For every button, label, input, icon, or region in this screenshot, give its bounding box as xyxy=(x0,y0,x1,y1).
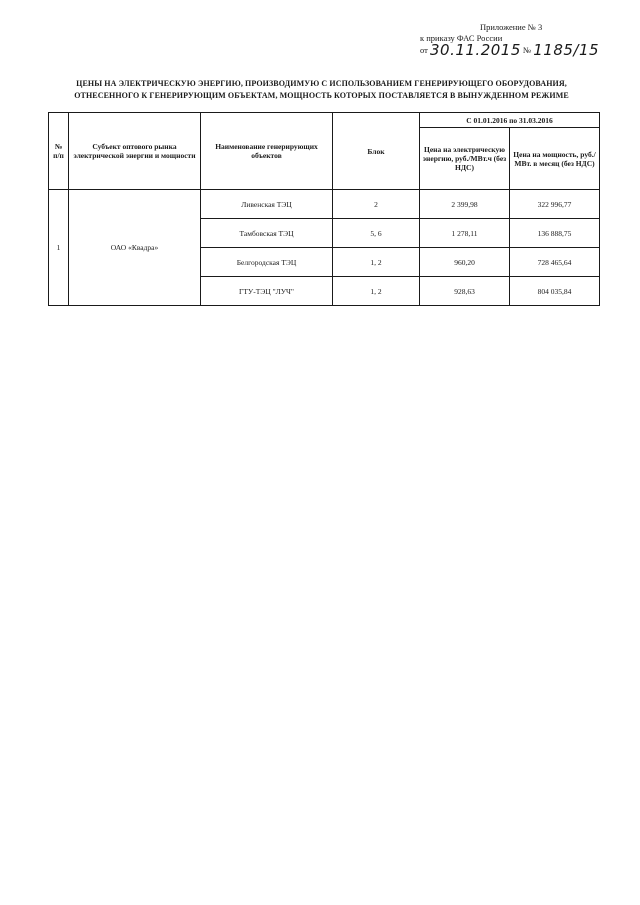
title-line-1: ЦЕНЫ НА ЭЛЕКТРИЧЕСКУЮ ЭНЕРГИЮ, ПРОИЗВОДИМУЮ С ИСПОЛЬЗОВАНИЕМ ГЕНЕРИРУЮЩЕГО ОБОРУДОВАНИЯ, xyxy=(76,79,567,88)
table-row xyxy=(49,190,600,219)
header-objects: Наименование генерирующих объектов xyxy=(201,113,333,190)
cell-energy-price: 2 399,98 xyxy=(420,190,510,219)
cell-block: 5, 6 xyxy=(333,219,420,248)
appendix-order-ref: к приказу ФАС России xyxy=(420,33,503,43)
date-prefix: от xyxy=(420,45,428,55)
header-num: № п/п xyxy=(49,113,69,190)
cell-energy-price: 1 278,11 xyxy=(420,219,510,248)
handwritten-number: 1185/15 xyxy=(533,41,600,59)
cell-block: 2 xyxy=(333,190,420,219)
cell-object: Тамбовская ТЭЦ xyxy=(201,219,333,248)
prices-table xyxy=(48,112,600,306)
cell-block: 1, 2 xyxy=(333,248,420,277)
appendix-title: Приложение № 3 xyxy=(480,22,543,32)
cell-block: 1, 2 xyxy=(333,277,420,306)
header-capacity-price: Цена на мощность, руб./МВт. в месяц (без НДС) xyxy=(510,128,600,190)
cell-object: Белгородская ТЭЦ xyxy=(201,248,333,277)
header-subject: Субъект оптового рынка электрической энергии и мощности xyxy=(69,113,201,190)
cell-capacity-price: 136 888,75 xyxy=(510,219,600,248)
cell-capacity-price: 322 996,77 xyxy=(510,190,600,219)
cell-energy-price: 928,63 xyxy=(420,277,510,306)
cell-object: Ливенская ТЭЦ xyxy=(201,190,333,219)
cell-capacity-price: 804 035,84 xyxy=(510,277,600,306)
header-row-1 xyxy=(49,113,600,128)
cell-object: ГТУ-ТЭЦ "ЛУЧ" xyxy=(201,277,333,306)
cell-group-num: 1 xyxy=(49,190,69,306)
cell-group-subject: ОАО «Квадра» xyxy=(69,190,201,306)
appendix-block xyxy=(420,22,600,59)
cell-energy-price: 960,20 xyxy=(420,248,510,277)
appendix-date-line xyxy=(420,41,600,59)
header-block: Блок xyxy=(333,113,420,190)
handwritten-date: 30.11.2015 xyxy=(429,41,521,59)
cell-capacity-price: 728 465,64 xyxy=(510,248,600,277)
document-title xyxy=(40,78,603,102)
header-period: С 01.01.2016 по 31.03.2016 xyxy=(420,113,600,128)
title-line-2: ОТНЕСЕННОГО К ГЕНЕРИРУЮЩИМ ОБЪЕКТАМ, МОЩНОСТЬ КОТОРЫХ ПОСТАВЛЯЕТСЯ В ВЫНУЖДЕННОМ РЕЖИМЕ xyxy=(74,91,569,100)
number-prefix: № xyxy=(523,45,532,55)
header-energy-price: Цена на электрическую энергию, руб./МВт.ч (без НДС) xyxy=(420,128,510,190)
